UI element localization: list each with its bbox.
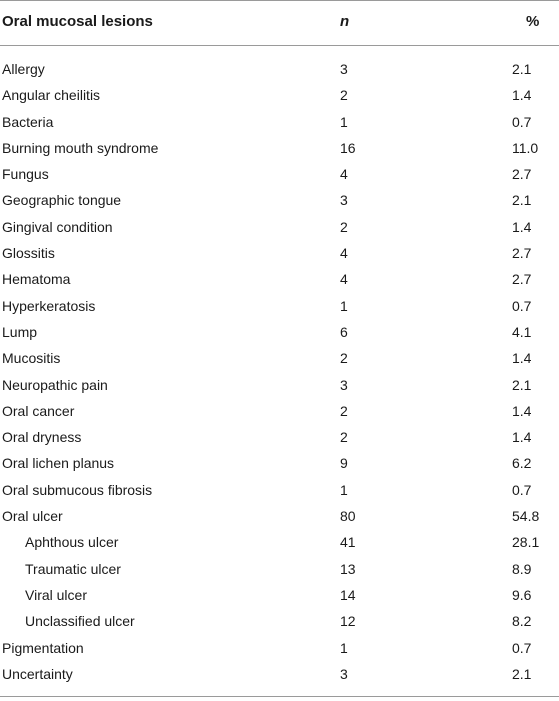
count-cell: 1 <box>340 113 348 130</box>
table-row <box>0 660 559 686</box>
count-cell: 3 <box>340 61 348 77</box>
table-body <box>0 55 559 686</box>
percent-cell: 9.6 <box>512 586 532 603</box>
count-cell: 4 <box>340 245 348 262</box>
table-row <box>0 476 559 502</box>
percent-cell: 0.7 <box>512 639 532 656</box>
header-lesions: Oral mucosal lesions <box>2 13 153 30</box>
table-row <box>0 55 559 81</box>
percent-cell: 54.8 <box>512 508 540 525</box>
percent-cell: 2.7 <box>512 245 532 262</box>
percent-cell: 28.1 <box>512 534 540 551</box>
lesion-name-cell: Traumatic ulcer <box>25 560 121 577</box>
count-cell: 3 <box>340 665 348 682</box>
percent-cell: 0.7 <box>512 113 532 130</box>
table-row <box>0 423 559 449</box>
lesion-name-cell: Angular cheilitis <box>2 87 101 104</box>
percent-cell: 1.4 <box>512 350 532 367</box>
percent-cell: 2.7 <box>512 166 532 183</box>
count-cell: 6 <box>340 323 348 340</box>
lesion-name-cell: Hyperkeratosis <box>2 297 96 314</box>
lesion-name-cell: Pigmentation <box>2 639 84 656</box>
header-n: n <box>340 13 350 30</box>
lesion-name-cell: Glossitis <box>2 245 55 262</box>
header-percent: % <box>526 13 540 30</box>
table-row <box>0 449 559 475</box>
count-cell: 9 <box>340 455 348 472</box>
count-cell: 12 <box>340 613 356 630</box>
count-cell: 2 <box>340 350 348 367</box>
count-cell: 14 <box>340 586 356 603</box>
percent-cell: 2.1 <box>512 665 532 682</box>
table-row <box>0 318 559 344</box>
count-cell: 1 <box>340 639 348 656</box>
lesion-name-cell: Neuropathic pain <box>2 376 108 393</box>
table-row <box>0 292 559 318</box>
table-row <box>0 528 559 554</box>
percent-cell: 1.4 <box>512 87 532 104</box>
count-cell: 80 <box>340 508 356 525</box>
percent-cell: 1.4 <box>512 218 532 235</box>
count-cell: 13 <box>340 560 356 577</box>
lesion-name-cell: Unclassified ulcer <box>25 613 135 630</box>
table-row <box>0 186 559 212</box>
percent-cell: 4.1 <box>512 323 532 340</box>
table-row <box>0 502 559 528</box>
table-row <box>0 371 559 397</box>
percent-cell: 0.7 <box>512 481 532 498</box>
table-row <box>0 555 559 581</box>
percent-cell: 6.2 <box>512 455 532 472</box>
percent-cell: 0.7 <box>512 297 532 314</box>
percent-cell: 8.9 <box>512 560 532 577</box>
table-row <box>0 81 559 107</box>
table-row <box>0 108 559 134</box>
lesion-name-cell: Viral ulcer <box>25 586 87 603</box>
count-cell: 2 <box>340 429 348 446</box>
lesion-name-cell: Oral cancer <box>2 402 75 419</box>
percent-cell: 1.4 <box>512 429 532 446</box>
lesion-name-cell: Oral submucous fibrosis <box>2 481 153 498</box>
count-cell: 2 <box>340 402 348 419</box>
percent-cell: 2.1 <box>512 61 532 77</box>
lesion-name-cell: Mucositis <box>2 350 61 367</box>
count-cell: 1 <box>340 297 348 314</box>
percent-cell: 2.7 <box>512 271 532 288</box>
table-row <box>0 607 559 633</box>
table-row <box>0 634 559 660</box>
bottom-rule <box>0 696 559 697</box>
count-cell: 16 <box>340 139 356 156</box>
count-cell: 4 <box>340 166 348 183</box>
count-cell: 2 <box>340 87 348 104</box>
count-cell: 4 <box>340 271 348 288</box>
count-cell: 3 <box>340 192 348 209</box>
table-row <box>0 239 559 265</box>
lesion-name-cell: Uncertainty <box>2 665 73 682</box>
table-row <box>0 581 559 607</box>
lesion-name-cell: Oral lichen planus <box>2 455 115 472</box>
percent-cell: 11.0 <box>512 139 539 156</box>
table-header <box>0 0 559 45</box>
table-row <box>0 344 559 370</box>
lesion-name-cell: Geographic tongue <box>2 192 122 209</box>
lesion-name-cell: Lump <box>2 323 38 340</box>
table-row <box>0 213 559 239</box>
lesion-name-cell: Hematoma <box>2 271 71 288</box>
lesion-name-cell: Oral dryness <box>2 429 82 446</box>
percent-cell: 2.1 <box>512 376 532 393</box>
table-row <box>0 265 559 291</box>
count-cell: 1 <box>340 481 348 498</box>
percent-cell: 1.4 <box>512 402 532 419</box>
lesion-name-cell: Allergy <box>2 61 45 77</box>
count-cell: 2 <box>340 218 348 235</box>
lesion-name-cell: Fungus <box>2 166 49 183</box>
lesion-name-cell: Burning mouth syndrome <box>2 139 159 156</box>
table-row <box>0 160 559 186</box>
percent-cell: 8.2 <box>512 613 532 630</box>
lesion-name-cell: Bacteria <box>2 113 54 130</box>
table-row <box>0 134 559 160</box>
lesion-name-cell: Oral ulcer <box>2 508 63 525</box>
count-cell: 3 <box>340 376 348 393</box>
table-row <box>0 397 559 423</box>
lesion-name-cell: Gingival condition <box>2 218 113 235</box>
lesion-name-cell: Aphthous ulcer <box>25 534 119 551</box>
percent-cell: 2.1 <box>512 192 532 209</box>
count-cell: 41 <box>340 534 356 551</box>
header-rule <box>0 45 559 46</box>
